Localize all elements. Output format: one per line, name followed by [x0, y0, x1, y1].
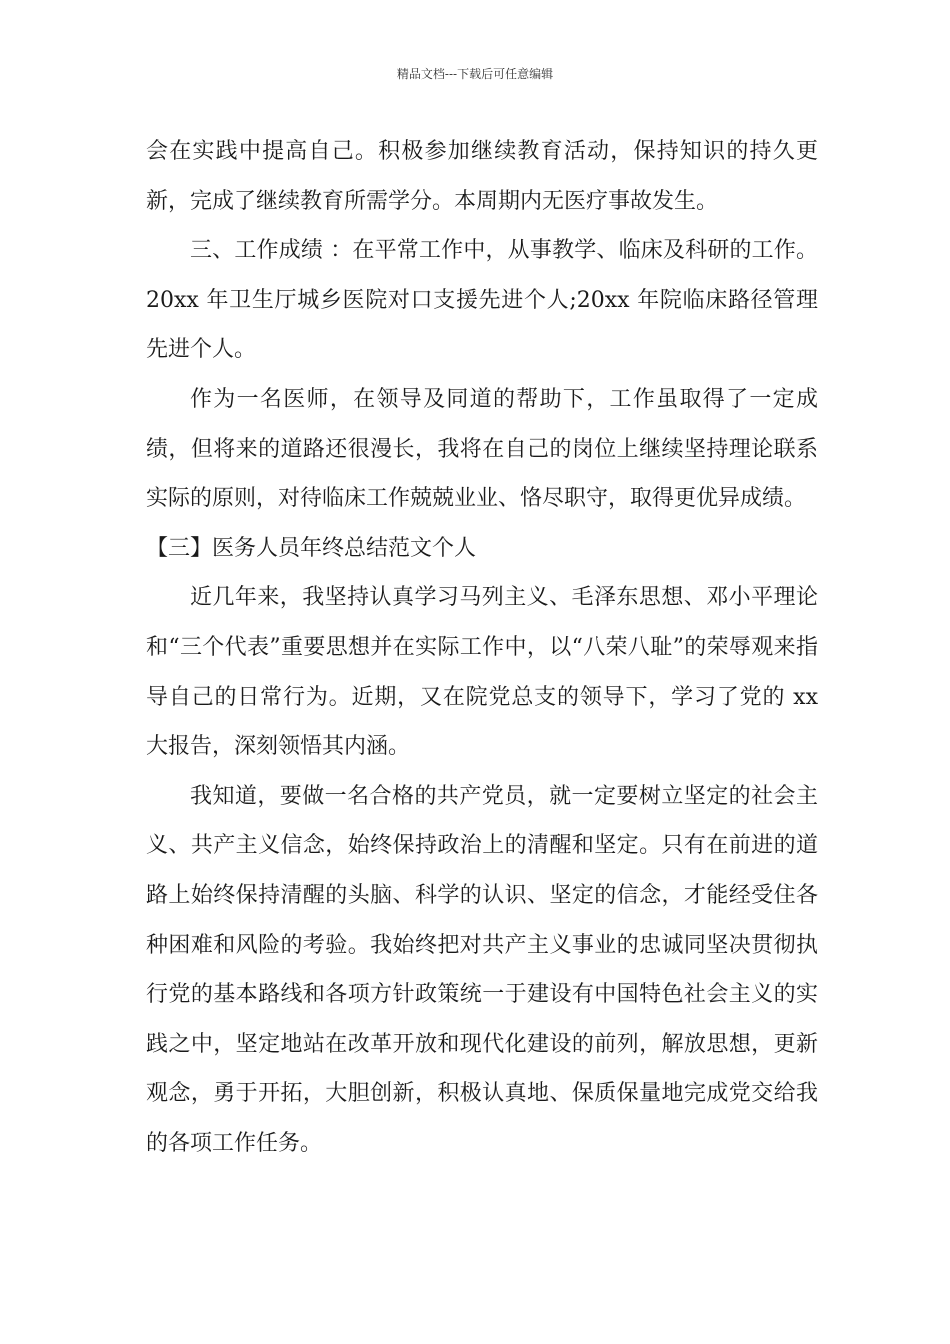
section-heading: 【三】医务人员年终总结范文个人 — [146, 535, 477, 561]
document-body — [146, 127, 818, 1168]
paragraph-continuation: 会在实践中提高自己。积极参加继续教育活动，保持知识的持久更新，完成了继续教育所需学分。本周期内无医疗事故发生。 — [146, 139, 818, 214]
paragraph-study: 近几年来，我坚持认真学习马列主义、毛泽东思想、邓小平理论和“三个代表”重要思想并在实际工作中，以“八荣八耻”的荣辱观来指导自己的日常行为。近期，又在院党总支的领导下，学习了党的 xx 大报告，深刻领悟其内涵。 — [146, 585, 818, 760]
paragraph-party-member: 我知道，要做一名合格的共产党员，就一定要树立坚定的社会主义、共产主义信念，始终保持政治上的清醒和坚定。只有在前进的道路上始终保持清醒的头脑、科学的认识、坚定的信念，才能经受住各种困难和风险的考验。我始终把对共产主义事业的忠诚同坚决贯彻执行党的基本路线和各项方针政策统一于建设有中国特色社会主义的实践之中，坚定地站在改革开放和现代化建设的前列，解放思想，更新观念，勇于开拓，大胆创新，积极认真地、保质保量地完成党交给我的各项工作任务。 — [146, 783, 818, 1156]
page-header: 精品文档---下载后可任意编辑 — [396, 67, 554, 81]
paragraph-physician-summary: 作为一名医师，在领导及同道的帮助下，工作虽取得了一定成绩，但将来的道路还很漫长，我将在自己的岗位上继续坚持理论联系实际的原则，对待临床工作兢兢业业、恪尽职守，取得更优异成绩。 — [146, 386, 818, 512]
paragraph-work-achievements: 三、工作成绩 ：在平常工作中，从事教学、临床及科研的工作。20xx 年卫生厅城乡医院对口支援先进个人;20xx 年院临床路径管理先进个人。 — [146, 238, 818, 363]
